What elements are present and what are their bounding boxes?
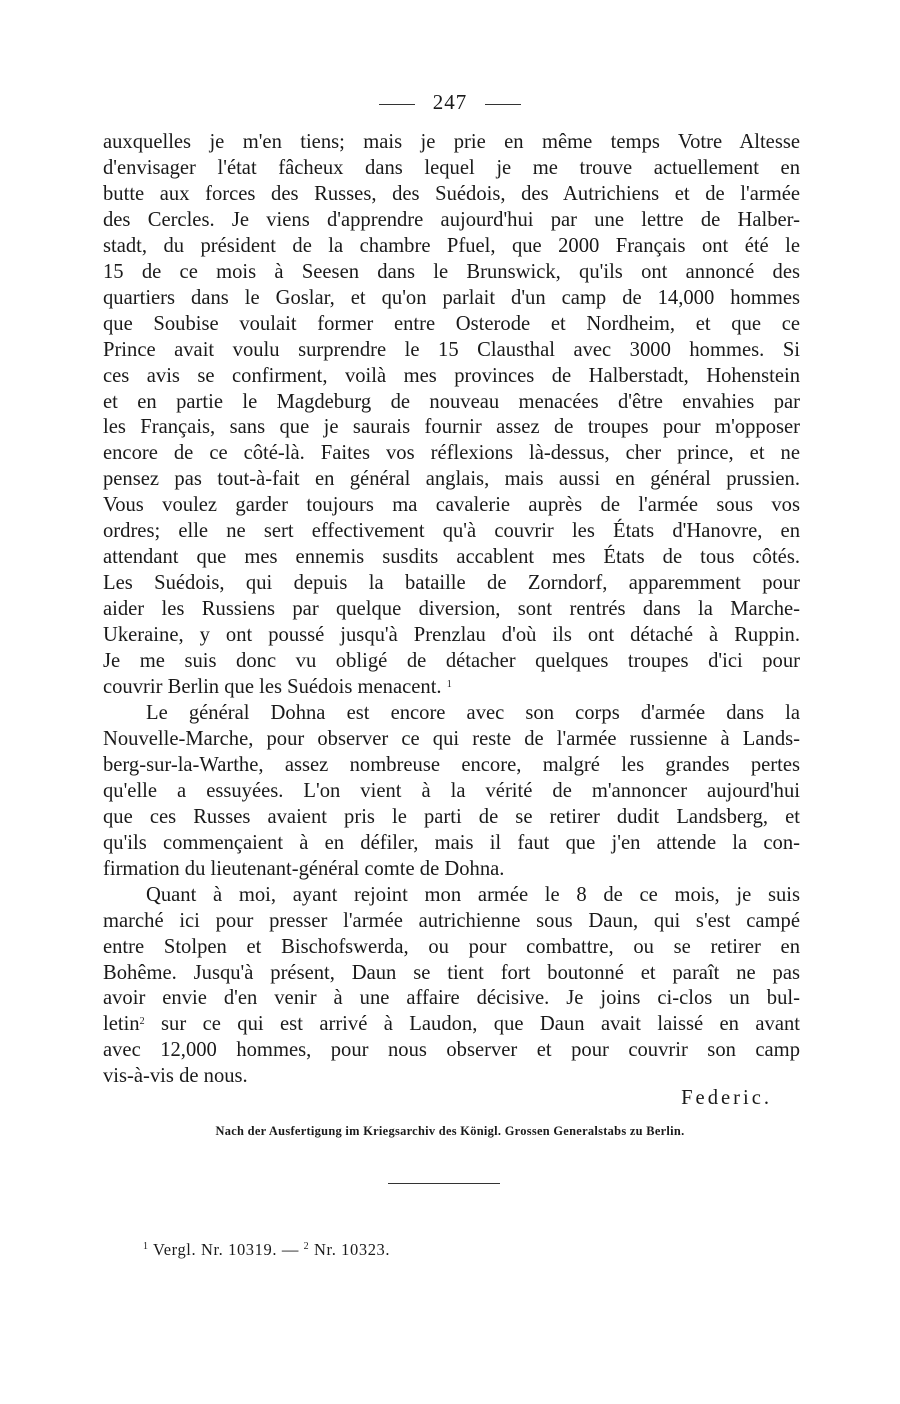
text-line: Ukeraine, y ont poussé jusqu'à Prenzlau d'où ils ont détaché à Ruppin.: [103, 624, 800, 647]
footnote-marker: 2: [303, 1241, 310, 1252]
header-rule-left: [379, 104, 415, 105]
text-line: Prince avait voulu surprendre le 15 Clausthal avec 3000 hommes. Si: [103, 338, 800, 361]
text-line-content: sur ce qui est arrivé à Laudon, que Daun avait laissé en avant: [161, 1013, 800, 1036]
text-line: marché ici pour presser l'armée autrichienne sous Daun, qui s'est campé: [103, 909, 800, 932]
footnote-marker: 1: [143, 1241, 149, 1252]
text-line: [103, 675, 800, 701]
text-line: avoir envie d'en venir à une affaire décisive. Je joins ci-clos un bul-: [103, 987, 800, 1010]
letter-body: [103, 130, 800, 1090]
text-line: Vous voulez garder toujours ma cavalerie auprès de l'armée sous vos: [103, 494, 800, 517]
paragraph-1: [103, 130, 800, 701]
text-line: que ces Russes avaient pris le parti de se retirer dudit Landsberg, et: [103, 805, 800, 828]
page-number: 247: [432, 89, 468, 114]
footnote-text: Vergl. Nr. 10319.: [153, 1240, 278, 1259]
text-line: aider les Russiens par quelque diversion, sont rentrés dans la Marche-: [103, 598, 800, 621]
text-line: Le général Dohna est encore avec son corps d'armée dans la: [146, 701, 800, 724]
text-line: Quant à moi, ayant rejoint mon armée le 8 de ce mois, je suis: [146, 883, 800, 906]
text-line: stadt, du président de la chambre Pfuel, que 2000 Français ont été le: [103, 234, 800, 257]
signature: Federic.: [681, 1087, 772, 1109]
text-line: que Soubise voulait former entre Osterode et Nordheim, et que ce: [103, 312, 800, 335]
source-note: Nach der Ausfertigung im Kriegsarchiv des Königl. Grossen Generalstabs zu Berlin.: [215, 1124, 685, 1138]
footnotes: [143, 1240, 390, 1260]
paragraph-2: [103, 701, 800, 883]
text-line: attendant que mes ennemis susdits accablent mes États de tous côtés.: [103, 546, 800, 569]
text-line: les Français, sans que je saurais fournir assez de troupes pour m'opposer: [103, 416, 800, 439]
text-line-content: letin: [103, 1013, 140, 1036]
text-line: [103, 1012, 800, 1038]
text-line: ces avis se confirment, voilà mes provinces de Halberstadt, Hohenstein: [103, 364, 800, 387]
text-line: entre Stolpen et Bischofswerda, ou pour combattre, ou se retirer en: [103, 935, 800, 958]
text-line: firmation du lieutenant-général comte de Dohna.: [103, 857, 505, 880]
text-line: et en partie le Magdeburg de nouveau menacées d'être envahies par: [103, 390, 800, 413]
text-line: des Cercles. Je viens d'apprendre aujourd'hui par une lettre de Halber-: [103, 208, 800, 231]
footnote-dash: —: [281, 1240, 299, 1259]
text-line: vis-à-vis de nous.: [103, 1065, 248, 1088]
footnote-text: Nr. 10323.: [314, 1240, 391, 1259]
text-line: Je me suis donc vu obligé de détacher quelques troupes d'ici pour: [103, 650, 800, 673]
text-line: qu'elle a essuyées. L'on vient à la vérité de m'annoncer aujourd'hui: [103, 779, 800, 802]
text-line: Les Suédois, qui depuis la bataille de Zorndorf, apparemment pour: [103, 572, 800, 595]
text-line: avec 12,000 hommes, pour nous observer et pour couvrir son camp: [103, 1039, 800, 1062]
header-rule-right: [485, 104, 521, 105]
footnote-marker: 2: [139, 1016, 145, 1028]
text-line: quartiers dans le Goslar, et qu'on parlait d'un camp de 14,000 hommes: [103, 286, 800, 309]
footnote-separator: [388, 1183, 500, 1184]
footnote-marker: 1: [446, 679, 452, 691]
text-line: Bohême. Jusqu'à présent, Daun se tient fort boutonné et paraît ne pas: [103, 961, 800, 984]
text-line: Nouvelle-Marche, pour observer ce qui reste de l'armée russienne à Lands-: [103, 727, 800, 750]
text-line: encore de ce côté-là. Faites vos réflexions là-dessus, cher prince, et ne: [103, 442, 800, 465]
text-line: qu'ils commençaient à en défiler, mais il faut que j'en attende la con-: [103, 831, 800, 854]
text-line: d'envisager l'état fâcheux dans lequel je me trouve actuellement en: [103, 156, 800, 179]
text-line-content: couvrir Berlin que les Suédois menacent.: [103, 676, 442, 699]
page-header: [0, 88, 900, 116]
text-line: berg-sur-la-Warthe, assez nombreuse encore, malgré les grandes pertes: [103, 753, 800, 776]
paragraph-3: [103, 883, 800, 1091]
text-line: auxquelles je m'en tiens; mais je prie en même temps Votre Altesse: [103, 131, 800, 153]
text-line: 15 de ce mois à Seesen dans le Brunswick, qu'ils ont annoncé des: [103, 260, 800, 283]
text-line: ordres; elle ne sert effectivement qu'à couvrir les États d'Hanovre, en: [103, 520, 800, 543]
text-line: butte aux forces des Russes, des Suédois, des Autrichiens et de l'armée: [103, 182, 800, 205]
text-line: pensez pas tout-à-fait en général anglais, mais aussi en général prussien.: [103, 468, 800, 491]
